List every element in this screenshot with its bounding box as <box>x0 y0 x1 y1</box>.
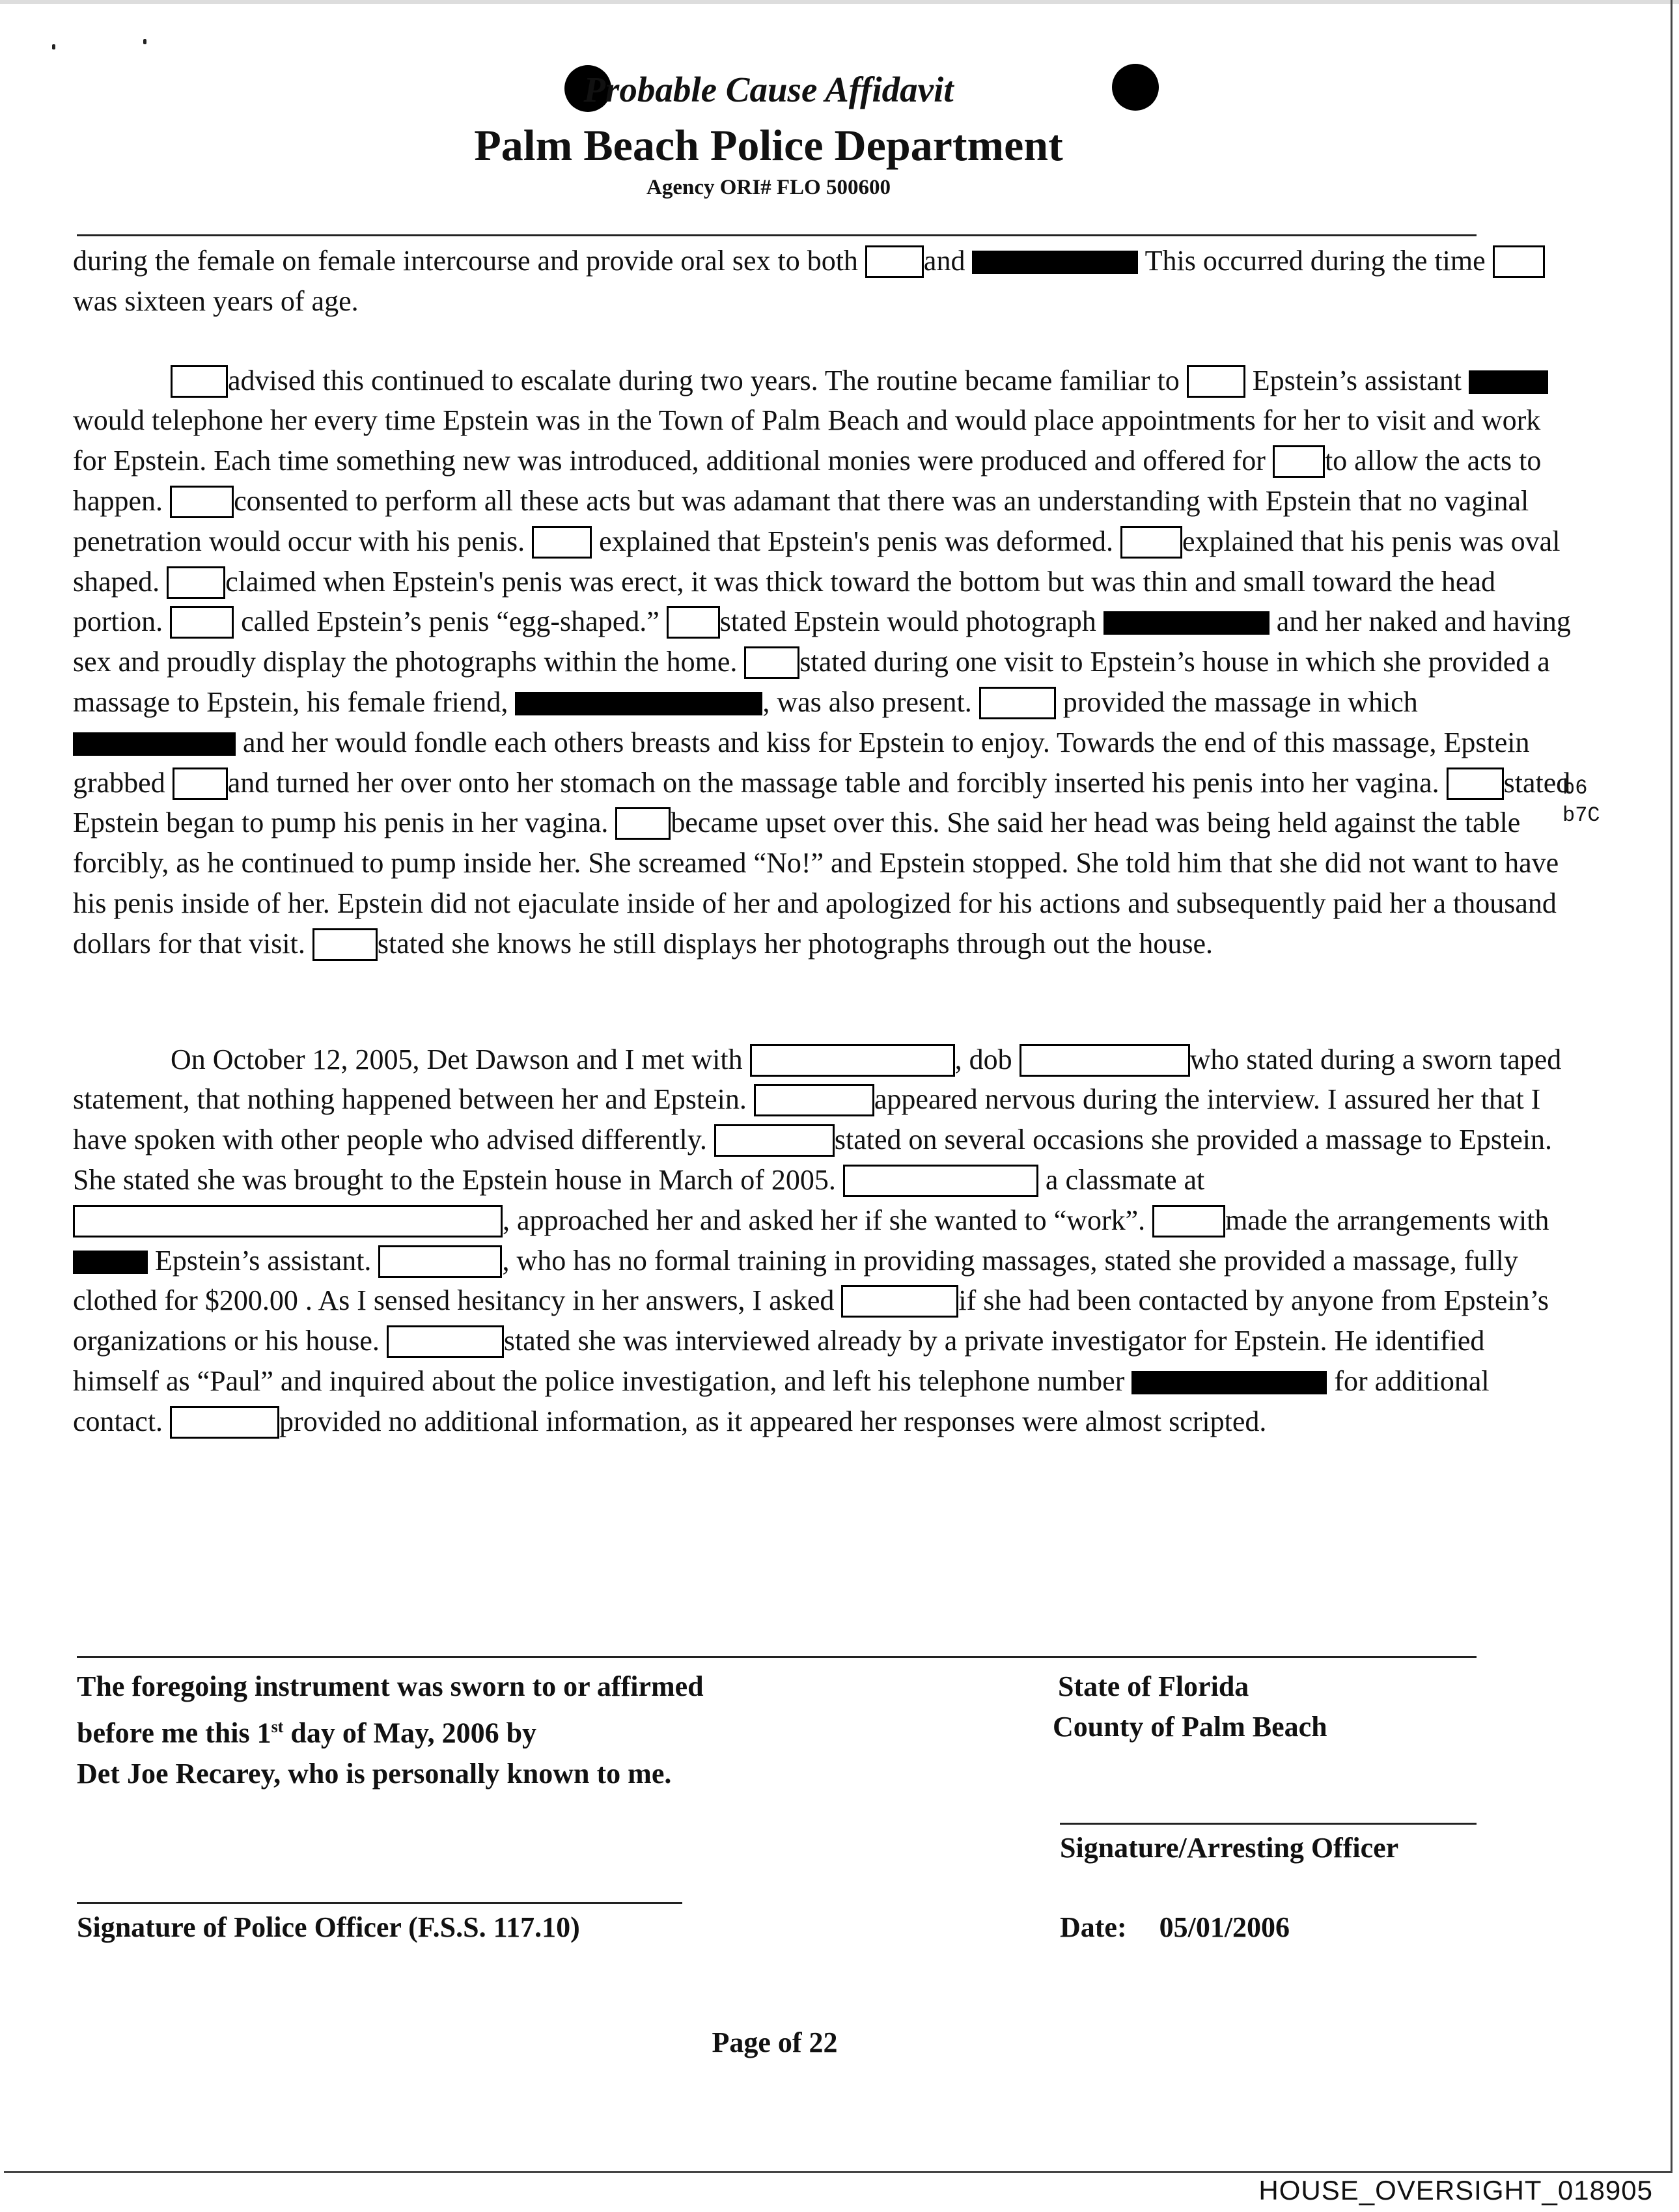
sworn-line-2: before me this 1st day of May, 2006 by <box>77 1717 537 1749</box>
redaction-box <box>73 1205 503 1237</box>
date-value: 05/01/2006 <box>1159 1911 1290 1943</box>
redaction-box <box>312 928 378 961</box>
redaction-box <box>167 566 225 599</box>
redaction-box <box>750 1044 955 1077</box>
page-number: Page of 22 <box>712 2026 838 2058</box>
redaction-box <box>170 1406 279 1439</box>
jurisdiction <box>1053 1666 1514 1747</box>
police-officer-label: Signature of Police Officer (F.S.S. 117.10) <box>77 1911 580 1943</box>
redaction-bar <box>1103 611 1270 635</box>
footer-rule <box>77 1656 1477 1658</box>
redaction-box <box>378 1245 502 1278</box>
redaction-box <box>841 1285 958 1318</box>
redaction-box <box>1187 365 1245 398</box>
paragraph-1: during the female on female intercourse and provide oral sex to both and This occurred during the time was sixteen years of age. <box>73 241 1577 322</box>
date-field <box>1060 1907 1290 1948</box>
header-rule <box>77 234 1477 236</box>
department-name: Palm Beach Police Department <box>474 120 1063 170</box>
sworn-line-3: Det Joe Recarey, who is personally known to me. <box>77 1757 672 1790</box>
redaction-box <box>1120 526 1182 559</box>
sworn-statement <box>77 1666 956 1794</box>
redaction-box <box>173 767 228 800</box>
document-header <box>0 62 1537 202</box>
redaction-box <box>615 807 671 840</box>
bates-number: HOUSE_OVERSIGHT_018905 <box>1258 2175 1653 2205</box>
redaction-box <box>1273 445 1325 478</box>
document-subtitle: Probable Cause Affidavit <box>583 70 954 109</box>
redaction-box <box>744 646 799 679</box>
redaction-box <box>532 526 592 559</box>
redaction-box <box>1152 1205 1225 1237</box>
redaction-box <box>387 1325 504 1358</box>
redaction-box <box>979 687 1056 719</box>
scan-speck <box>143 39 146 44</box>
date-label: Date: <box>1060 1911 1127 1943</box>
redaction-bar <box>1131 1371 1327 1394</box>
redaction-box <box>1493 245 1545 278</box>
redaction-bar <box>73 732 236 756</box>
state-label: State of Florida <box>1058 1670 1249 1702</box>
exemption-b7c: b7C <box>1562 803 1600 827</box>
redaction-box <box>170 606 234 639</box>
redaction-box <box>171 365 228 398</box>
redaction-bar <box>515 692 762 715</box>
agency-ori: Agency ORI# FLO 500600 <box>646 176 891 199</box>
paragraph-3: On October 12, 2005, Det Dawson and I met with , dob who stated during a sworn taped statement, that nothing happened between her and Epstein. appeared nervous during the interview. I assured her that I have spoken with other people who advised differently. stated on several occasions she provided a massage to Epstein. She stated she was brought to the Epstein house in March of 2005. a classmate at , approached her and asked her if she wanted to “work”. made the arrangements with Epstein’s assistant. , who has no formal training in providing massages, stated she provided a massage, fully clothed for $200.00 . As I sensed hesitancy in her answers, I asked if she had been contacted by anyone from Epstein’s organizations or his house. stated she was interviewed already by a private investigator for Epstein. He identified himself as “Paul” and inquired about the police investigation, and left his telephone number for additional contact. provided no additional information, as it appeared her responses were almost scripted. <box>73 1043 1562 1437</box>
redaction-box <box>667 606 720 639</box>
redaction-box <box>1447 767 1504 800</box>
exemption-b6: b6 <box>1562 776 1588 800</box>
redaction-box <box>1020 1044 1190 1077</box>
foia-exemption-note <box>1562 775 1600 829</box>
county-label: County of Palm Beach <box>1053 1711 1327 1743</box>
redaction-box <box>714 1124 835 1157</box>
redaction-bar <box>972 251 1138 274</box>
sworn-line-1: The foregoing instrument was sworn to or affirmed <box>77 1670 704 1702</box>
redaction-box <box>170 486 234 518</box>
redaction-box <box>754 1084 874 1116</box>
arresting-officer-signature-line <box>1060 1823 1477 1825</box>
scan-speck <box>52 44 55 49</box>
paragraph-2: advised this continued to escalate during two years. The routine became familiar to Epstein’s assistant would telephone her every time Epstein was in the Town of Palm Beach and would place appointments for her to visit and work for Epstein. Each time something new was introduced, additional monies were produced and offered for to allow the acts to happen. consented to perform all these acts but was adamant that there was an understanding with Epstein that no vaginal penetration would occur with his penis. explained that Epstein's penis was deformed. explained that his penis was oval shaped. claimed when Epstein's penis was erect, it was thick toward the bottom but was thin and small toward the head portion. called Epstein’s penis “egg-shaped.” stated Epstein would photograph and her naked and having sex and proudly display the photographs within the home. stated during one visit to Epstein’s house in which she provided a massage to Epstein, his female friend, , was also present. provided the massage in which and her would fondle each others breasts and kiss for Epstein to enjoy. Towards the end of this massage, Epstein grabbed and turned her over onto her stomach on the massage table and forcibly inserted his penis into her vagina. stated Epstein began to pump his penis in her vagina. became upset over this. She said her head was being held against the table forcibly, as he continued to pump inside her. She screamed “No!” and Epstein stopped. She told him that she did not want to have his penis inside of her. Epstein did not ejaculate inside of her and apologized for his actions and subsequently paid her a thousand dollars for that visit. stated she knows he still displays her photographs through out the house. <box>73 364 1571 960</box>
police-officer-signature-line <box>77 1902 682 1904</box>
arresting-officer-label: Signature/Arresting Officer <box>1060 1832 1399 1864</box>
redaction-box <box>865 245 924 278</box>
redaction-box <box>843 1165 1038 1197</box>
affidavit-body <box>73 241 1577 1442</box>
redaction-bar <box>1469 370 1548 394</box>
redaction-bar <box>73 1251 148 1274</box>
